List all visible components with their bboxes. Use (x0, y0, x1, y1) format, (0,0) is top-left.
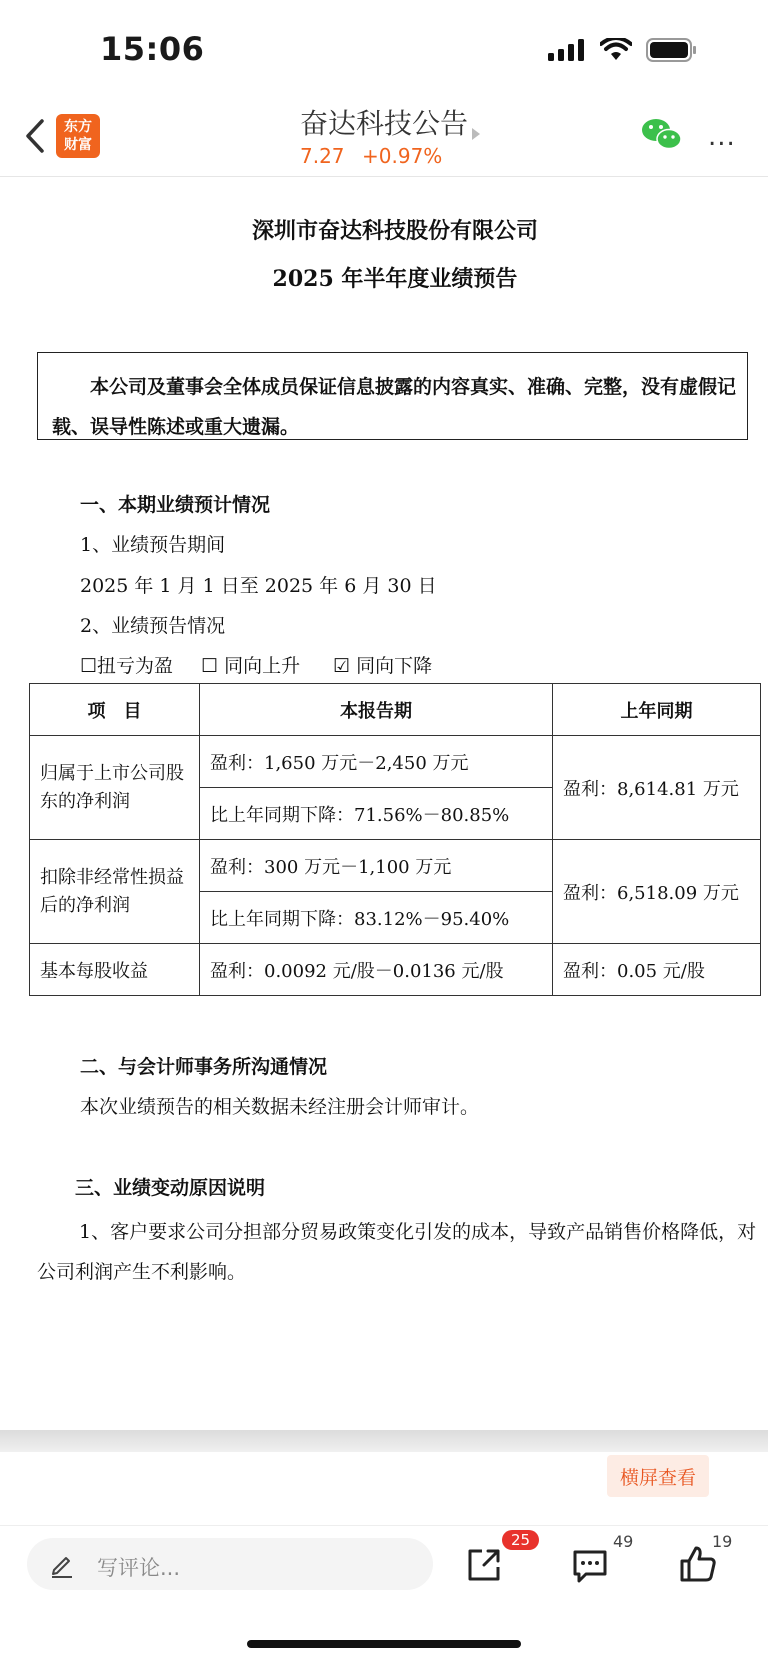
table-row (30, 944, 761, 996)
comment-input[interactable] (27, 1538, 433, 1590)
share-icon[interactable] (464, 1545, 504, 1585)
cell-adjusted-profit-range: 盈利：300 万元－1,100 万元 (200, 840, 553, 892)
row-label-adjusted-profit: 扣除非经常性损益后的净利润 (30, 840, 200, 944)
section3-heading: 三、业绩变动原因说明 (75, 1177, 266, 1199)
comment-placeholder: 写评论... (97, 1556, 181, 1580)
page-title: 奋达科技公告 (299, 107, 468, 140)
checkbox-icon: ☐ (201, 655, 219, 677)
row-label-eps: 基本每股收益 (30, 944, 200, 996)
cell-eps-range: 盈利：0.0092 元/股－0.0136 元/股 (200, 944, 553, 996)
landscape-view-button[interactable]: 横屏查看 (607, 1455, 709, 1497)
section2-heading: 二、与会计师事务所沟通情况 (80, 1056, 328, 1078)
stock-price[interactable]: 7.27 (300, 144, 345, 168)
home-indicator (247, 1640, 521, 1648)
wechat-share-icon[interactable] (640, 116, 682, 152)
disclaimer-box (37, 352, 748, 440)
logo-text-top: 东方 (64, 119, 92, 135)
more-options-icon[interactable]: ... (708, 122, 736, 152)
battery-icon (646, 38, 698, 62)
nav-header (0, 92, 768, 177)
section3-text: 1、客户要求公司分担部分贸易政策变化引发的成本，导致产品销售价格降低，对公司利润产生不利影响。 (37, 1221, 757, 1283)
section2-text: 本次业绩预告的相关数据未经注册会计师审计。 (80, 1096, 480, 1118)
checkbox-icon: ☐ (80, 655, 98, 677)
cell-eps-prior: 盈利：0.05 元/股 (553, 944, 761, 996)
status-time: 15:06 (100, 30, 205, 68)
cell-adjusted-profit-change: 比上年同期下降：83.12%－95.40% (200, 892, 553, 944)
checked-box-icon: ☑ (333, 655, 351, 677)
pencil-icon (49, 1552, 75, 1578)
option-increase: ☐ 同向上升 (201, 655, 301, 677)
share-count-badge: 25 (502, 1530, 539, 1550)
status-icons (548, 38, 698, 62)
option-turnaround: ☐扭亏为盈 (80, 655, 174, 677)
logo-text-bottom: 财富 (64, 137, 92, 153)
cell-net-profit-range: 盈利：1,650 万元－2,450 万元 (200, 736, 553, 788)
section1-heading: 一、本期业绩预计情况 (80, 494, 271, 516)
wifi-icon (600, 38, 632, 62)
forecast-period: 2025 年 1 月 1 日至 2025 年 6 月 30 日 (80, 575, 437, 597)
header-current: 本报告期 (200, 684, 553, 736)
row-label-net-profit: 归属于上市公司股东的净利润 (30, 736, 200, 840)
table-header-row (30, 684, 761, 736)
table-row (30, 736, 761, 788)
cell-adjusted-profit-prior: 盈利：6,518.09 万元 (553, 840, 761, 944)
doc-title-report: 2025 年半年度业绩预告 (272, 266, 518, 292)
comment-icon[interactable] (570, 1546, 610, 1586)
option-decrease: ☑ 同向下降 (333, 655, 433, 677)
stock-change[interactable]: +0.97% (362, 144, 443, 168)
page-divider (0, 1430, 768, 1452)
header-item: 项 目 (30, 684, 200, 736)
header-prior: 上年同期 (553, 684, 761, 736)
caret-right-icon[interactable] (472, 128, 480, 140)
disclaimer-text: 本公司及董事会全体成员保证信息披露的内容真实、准确、完整，没有虚假记载、误导性陈述或重大遗漏。 (52, 376, 737, 438)
forecast-table (29, 683, 761, 996)
cell-net-profit-prior: 盈利：8,614.81 万元 (553, 736, 761, 840)
table-row (30, 840, 761, 892)
comment-count: 49 (613, 1532, 634, 1551)
doc-title-company: 深圳市奋达科技股份有限公司 (251, 218, 538, 244)
section1-item1: 1、业绩预告期间 (80, 534, 226, 556)
signal-icon (548, 39, 586, 61)
section1-item2: 2、业绩预告情况 (80, 615, 226, 637)
cell-net-profit-change: 比上年同期下降：71.56%－80.85% (200, 788, 553, 840)
like-count: 19 (712, 1532, 733, 1551)
bottom-divider (0, 1525, 768, 1526)
